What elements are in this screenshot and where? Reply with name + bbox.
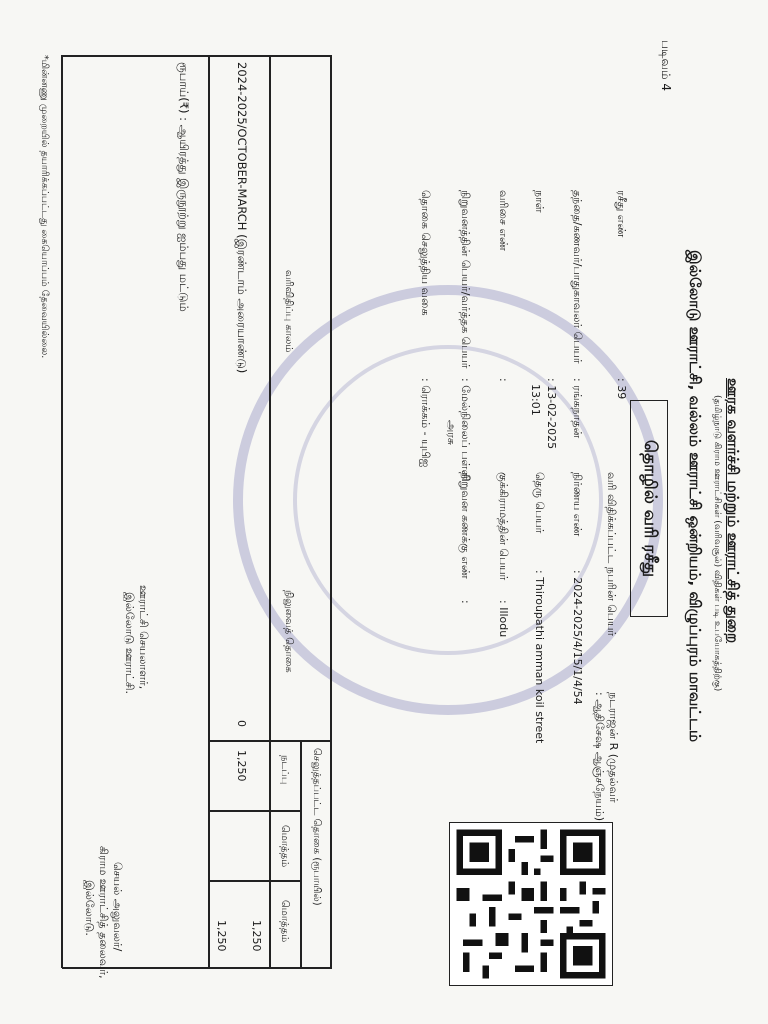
row-current: 1,250 (235, 750, 248, 782)
bill-no-value: : (497, 378, 510, 382)
village-value: : Illodu (497, 600, 510, 638)
taxpayer-label: வரி விதிக்கப்பட்ட நபரின் பெயர் (605, 472, 618, 637)
table-subhead-rule (301, 740, 303, 968)
demand-no-value: : 2024-2025/4/15/1/4/54 (571, 570, 584, 705)
row-arrear: 0 (235, 720, 248, 727)
org-value: : மேல்நிலைப் பள்ளி (459, 378, 472, 482)
col-total: மொத்தம் (279, 825, 290, 868)
father-value: : ரங்கநாதன் (571, 378, 584, 439)
form-number: படிவம் 4 (659, 40, 673, 92)
receipt-no-value: : 39 (615, 378, 628, 400)
table-left-rule (62, 55, 332, 57)
bill-no-label: வரிசை எண் (497, 190, 510, 252)
amount-words: ரூபாய்(₹) : ஆயிரத்து இருநூற்று ஐம்பது மட்டும் (177, 62, 191, 312)
table-col-rule-2 (209, 810, 302, 812)
col-period: வரிவிதிப்பு காலம் (283, 270, 294, 353)
table-row-rule (209, 55, 211, 968)
taxpayer-value-2: : ஆதிசேஷ ஆஞ்சநேயம்) (593, 692, 606, 822)
org-label: நிறுவனத்தின் பெயர்/வர்த்தக பெயர் (459, 190, 472, 369)
account-label: நிறுவன கணக்கு எண் (459, 472, 472, 579)
row-grand: 1,250 (215, 920, 228, 952)
payment-mode-value: : ரொக்கம் - யுபிஐ (419, 378, 432, 468)
village-label: குக்கிராமத்தின் பெயர் (497, 472, 510, 581)
col-grand: மொத்தம் (279, 900, 290, 943)
father-label: தந்தை/கணவர்/பாதுகாவலர் பெயர் (571, 190, 584, 364)
table-col-rule-1 (209, 740, 332, 742)
sign-left-2: இல்லோடு ஊராட்சி. (123, 592, 136, 694)
receipt-title: தொழில் வரி ரசீது (630, 400, 668, 617)
date-value: : 13-02-2025 (545, 378, 558, 450)
row-total: 1,250 (250, 920, 263, 952)
table-top-rule (331, 55, 333, 968)
col-arrear: நிலுவைத் தொகை (283, 590, 294, 673)
time-value: 13:01 (529, 384, 542, 416)
authority-note: (தமிழ்நாடு கிராம ஊராட்சிகள் (வரிவசூல்) விதிகள் படி உபயோகத்திற்கு) (712, 395, 722, 692)
table-col-rule-3 (209, 880, 302, 882)
panchayat-name: இல்லோடு ஊராட்சி, வல்லம் ஊராட்சி ஒன்றியம், விழுப்புரம் மாவட்டம் (686, 250, 704, 743)
payment-mode-label: தொகை செலுத்திய வகை (419, 190, 432, 316)
table-header-rule (270, 55, 272, 968)
head-paid: செலுத்தப்பட்ட தொகை (ரூபாயில்) (311, 748, 322, 906)
date-label: நாள் (533, 190, 546, 213)
table-bottom-rule (62, 55, 64, 968)
row-period: 2024-2025/OCTOBER-MARCH (இரண்டாம் அரையாண்டு) (235, 62, 249, 374)
street-value: : Thiroupathi amman koil street (533, 570, 546, 744)
account-value: : (459, 600, 472, 604)
taxpayer-value: நடராஜன் R (முதல்வர் (607, 692, 620, 803)
footer-note: *மின்னணு முறையில் தயாரிக்கப்பட்டது கையொப்பம் தேவையில்லை. (39, 55, 50, 359)
col-current: நடப்பு (279, 755, 290, 785)
org-value-2: அரசு (445, 420, 458, 446)
qr-code-icon (449, 822, 613, 986)
street-label: தெரு பெயர் (533, 472, 546, 534)
department-title: ஊரக வளர்ச்சி மற்றும் ஊராட்சித் துறை (724, 378, 742, 644)
sign-left-1: ஊராட்சி செயலாளர், (137, 585, 150, 690)
demand-no-label: நிர்ணய எண் (571, 472, 584, 537)
sign-right-3: இல்லோடு. (83, 880, 96, 936)
receipt-no-label: ரசீது எண் (615, 190, 628, 238)
sign-right-2: கிராம ஊராட்சித் தலைவர், (97, 846, 110, 979)
sign-right-1: செயல் அலுவலர்/ (111, 862, 124, 952)
